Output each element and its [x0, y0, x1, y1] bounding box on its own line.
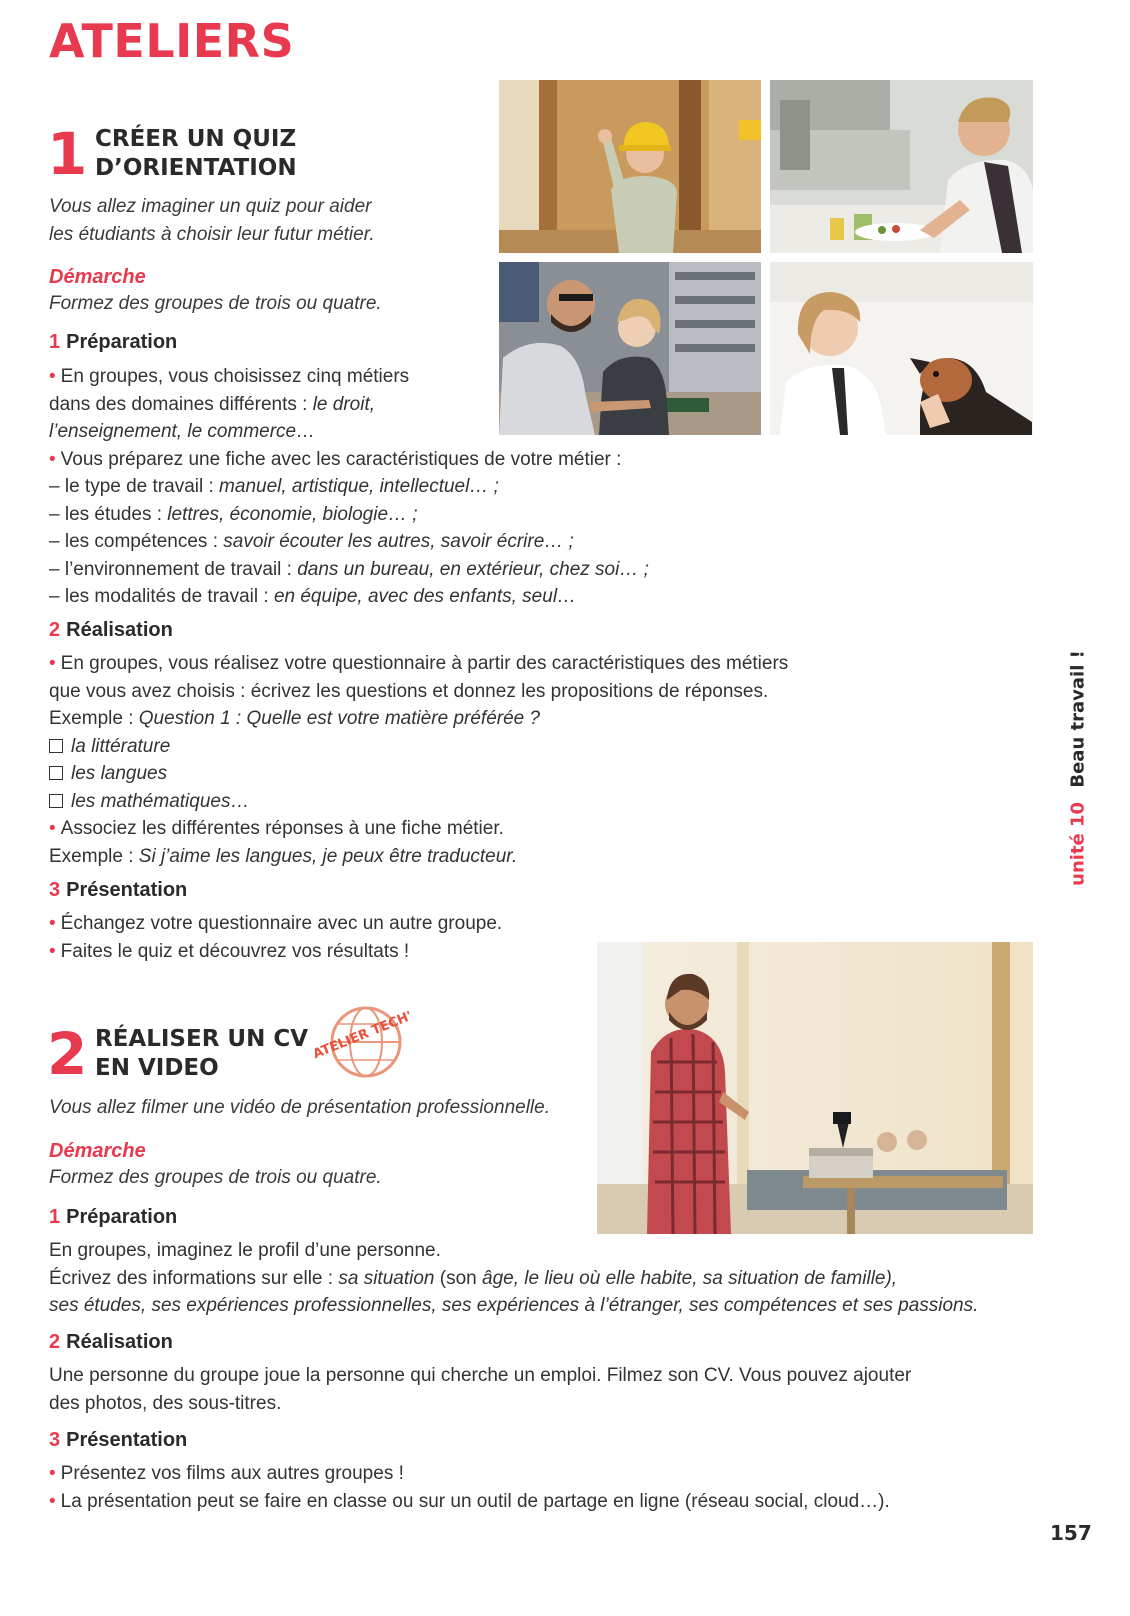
section-2-realisation-text — [49, 1362, 911, 1417]
section-1-step-realisation — [49, 619, 173, 642]
checkbox-icon — [49, 739, 63, 753]
prep-line-4: Vous préparez une fiche avec les caractéristiques de votre métier : — [60, 448, 622, 470]
prep2-line-3: ses études, ses expériences professionnelles, ses expériences à l’étranger, ses compétences et ses passions. — [49, 1295, 979, 1316]
section-2-groups-text: Formez des groupes de trois ou quatre. — [49, 1167, 382, 1188]
step-number: 1 — [49, 331, 61, 353]
section-2-presentation-text — [49, 1460, 890, 1515]
section-1-step-preparation — [49, 331, 177, 354]
choice-label: les langues — [71, 763, 168, 784]
list-item — [49, 528, 649, 556]
photo-construction-worker — [499, 80, 761, 253]
step-title: Réalisation — [66, 1331, 173, 1353]
item-label: – l’environnement de travail : — [49, 558, 298, 580]
bullet: • — [49, 818, 56, 839]
section-2-step-presentation — [49, 1429, 187, 1452]
unit-side-tab — [1058, 648, 1098, 888]
item-label: – les compétences : — [49, 531, 224, 552]
item-label: – les modalités de travail : — [49, 586, 274, 607]
example-label: Exemple : — [49, 845, 139, 867]
section-2-title-line1: RÉALISER UN CV — [95, 1026, 309, 1052]
pres2-line-2: La présentation peut se faire en classe ou sur un outil de partage en ligne (réseau social, cloud…). — [60, 1490, 890, 1512]
section-1-intro — [49, 193, 375, 249]
pres-line-2: Faites le quiz et découvrez vos résultats ! — [60, 940, 410, 962]
example-answer: Si j’aime les langues, je peux être traducteur. — [138, 845, 518, 867]
real-line-2: que vous avez choisis : écrivez les questions et donnez les propositions de réponses. — [49, 680, 769, 702]
prep2-line-2a: Écrivez des informations sur elle : — [49, 1267, 339, 1289]
page-number: 157 — [1050, 1521, 1092, 1545]
step-title: Présentation — [66, 879, 188, 901]
section-2-demarche-heading: Démarche — [49, 1140, 146, 1162]
step-number: 3 — [49, 1429, 61, 1451]
bullet: • — [49, 1463, 56, 1484]
unit-label: unité 10 — [1067, 801, 1089, 886]
prep-line-1: En groupes, vous choisissez cinq métiers — [60, 366, 410, 387]
section-1-title — [95, 125, 297, 183]
real2-line-2: des photos, des sous-titres. — [49, 1392, 282, 1414]
page-title: ATELIERS — [49, 14, 295, 68]
bullet: • — [49, 448, 56, 470]
step-title: Réalisation — [66, 619, 173, 641]
item-label: – les études : — [49, 503, 168, 525]
item-examples: dans un bureau, en extérieur, chez soi… ; — [297, 558, 649, 580]
step-title: Préparation — [66, 331, 178, 353]
prep2-line-2d: âge, le lieu où elle habite, sa situation de famille), — [482, 1267, 898, 1289]
pres2-line-1: Présentez vos films aux autres groupes ! — [60, 1463, 404, 1484]
item-examples: lettres, économie, biologie… ; — [167, 503, 418, 525]
photo-chef — [770, 80, 1033, 253]
photo-video-recording — [597, 942, 1033, 1234]
section-1-realisation-text — [49, 650, 788, 870]
prep-line-2a: dans des domaines différents : — [49, 393, 313, 415]
section-1-preparation-text — [49, 363, 649, 611]
bullet: • — [49, 940, 56, 962]
section-2-number: 2 — [47, 1020, 88, 1088]
section-1-title-line1: CRÉER UN QUIZ — [95, 126, 297, 152]
bullet: • — [49, 653, 56, 674]
section-2-step-realisation — [49, 1331, 173, 1354]
prep-line-2b: le droit, — [312, 393, 376, 415]
prep-line-3: l’enseignement, le commerce… — [49, 421, 316, 442]
prep2-line-1: En groupes, imaginez le profil d’une personne. — [49, 1240, 441, 1261]
real-line-1: En groupes, vous réalisez votre questionnaire à partir des caractéristiques des métiers — [60, 653, 789, 674]
checkbox-icon — [49, 794, 63, 808]
item-examples: manuel, artistique, intellectuel… ; — [219, 476, 499, 497]
step-title: Présentation — [66, 1429, 188, 1451]
list-item — [49, 556, 649, 584]
section-1-step-presentation — [49, 879, 187, 902]
section-1-title-line2: D’ORIENTATION — [95, 155, 297, 181]
choice-label: la littérature — [71, 735, 171, 757]
chapter-label: Beau travail ! — [1067, 650, 1089, 788]
item-examples: savoir écouter les autres, savoir écrire… ; — [223, 531, 574, 552]
answer-choice — [49, 760, 788, 788]
section-2-title — [95, 1025, 308, 1083]
bullet: • — [49, 913, 56, 934]
list-item — [49, 583, 649, 611]
prep2-line-2b: sa situation — [338, 1267, 435, 1289]
section-1-number: 1 — [47, 120, 88, 188]
section-2-intro: Vous allez filmer une vidéo de présentation professionnelle. — [49, 1097, 550, 1118]
pres-line-1: Échangez votre questionnaire avec un autre groupe. — [60, 913, 503, 934]
real2-line-1: Une personne du groupe joue la personne qui cherche un emploi. Filmez son CV. Vous pouvez ajouter — [49, 1365, 912, 1386]
choice-label: les mathématiques… — [71, 790, 250, 812]
answer-choice — [49, 788, 788, 816]
example-label: Exemple : — [49, 708, 139, 729]
bullet: • — [49, 366, 56, 387]
step-number: 1 — [49, 1206, 61, 1228]
real-line-3: Associez les différentes réponses à une fiche métier. — [60, 818, 504, 839]
item-examples: en équipe, avec des enfants, seul… — [273, 586, 577, 607]
section-1-demarche-heading: Démarche — [49, 266, 146, 288]
answer-choice — [49, 733, 788, 761]
step-title: Préparation — [66, 1206, 178, 1228]
section-2-title-line2: EN VIDEO — [95, 1055, 219, 1081]
example-question: Question 1 : Quelle est votre matière préférée ? — [138, 708, 541, 729]
atelier-tech-label: ATELIER TECH' — [311, 1008, 415, 1063]
section-1-groups-text: Formez des groupes de trois ou quatre. — [49, 293, 382, 314]
section-2-preparation-text — [49, 1237, 978, 1320]
prep2-line-2c: (son — [434, 1267, 482, 1289]
item-label: – le type de travail : — [49, 476, 220, 497]
section-1-intro-line2: les étudiants à choisir leur futur métier. — [49, 224, 375, 245]
step-number: 2 — [49, 619, 61, 641]
section-2-step-preparation — [49, 1206, 177, 1229]
checkbox-icon — [49, 766, 63, 780]
photo-veterinarian — [770, 262, 1033, 435]
atelier-tech-badge — [304, 1000, 424, 1084]
list-item — [49, 473, 649, 501]
step-number: 2 — [49, 1331, 61, 1353]
step-number: 3 — [49, 879, 61, 901]
list-item — [49, 501, 649, 529]
section-1-presentation-text — [49, 910, 502, 965]
section-1-intro-line1: Vous allez imaginer un quiz pour aider — [49, 196, 372, 217]
bullet: • — [49, 1490, 56, 1512]
